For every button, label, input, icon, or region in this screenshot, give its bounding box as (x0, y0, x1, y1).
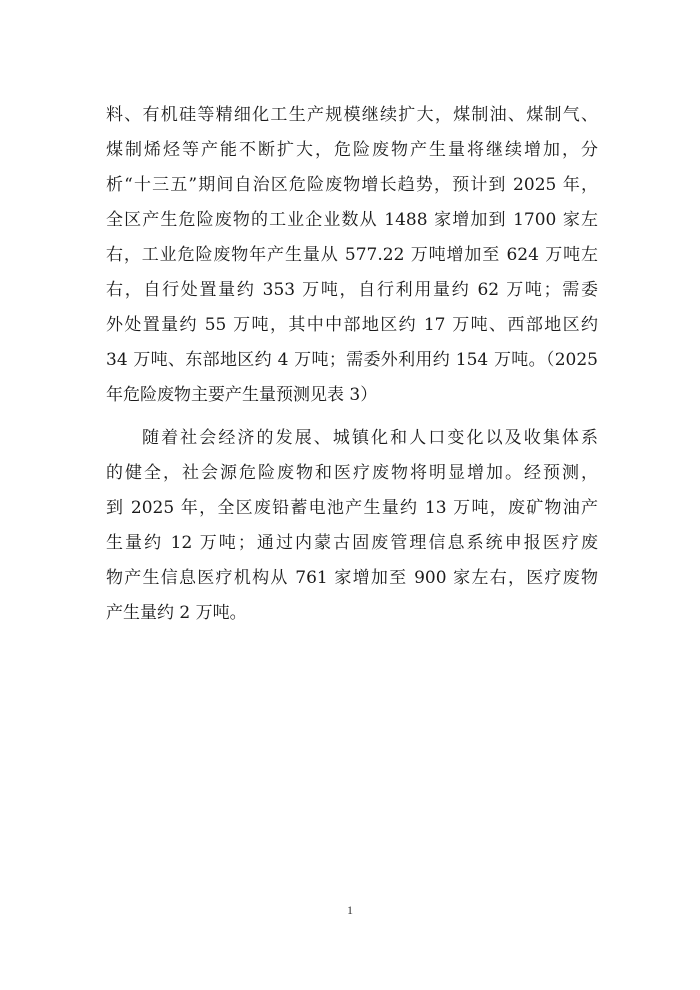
text-line: 34 万吨、东部地区约 4 万吨；需委外利用约 154 万吨。（2025 (106, 350, 598, 370)
text-line: 物产生信息医疗机构从 761 家增加至 900 家左右，医疗废物 (106, 568, 598, 588)
text-line: 年危险废物主要产生量预测见表 3） (106, 385, 378, 405)
text-line: 随着社会经济的发展、城镇化和人口变化以及收集体系 (142, 428, 598, 448)
text-line: 析“十三五”期间自治区危险废物增长趋势，预计到 2025 年， (106, 175, 598, 195)
page-number: 1 (347, 903, 353, 917)
text-line: 的健全，社会源危险废物和医疗废物将明显增加。经预测， (106, 463, 598, 483)
paragraph-1 (106, 98, 598, 413)
body-text (106, 98, 598, 631)
text-line: 产生量约 2 万吨。 (106, 603, 247, 623)
text-line: 外处置量约 55 万吨，其中中部地区约 17 万吨、西部地区约 (106, 315, 598, 335)
paragraph-2 (106, 421, 598, 631)
text-line: 全区产生危险废物的工业企业数从 1488 家增加到 1700 家左 (106, 210, 598, 230)
text-line: 到 2025 年，全区废铅蓄电池产生量约 13 万吨，废矿物油产 (106, 498, 598, 518)
text-line: 料、有机硅等精细化工生产规模继续扩大，煤制油、煤制气、 (106, 105, 598, 125)
text-line: 生量约 12 万吨；通过内蒙古固废管理信息系统申报医疗废 (106, 533, 598, 553)
text-line: 右，工业危险废物年产生量从 577.22 万吨增加至 624 万吨左 (106, 245, 598, 265)
text-line: 右，自行处置量约 353 万吨，自行利用量约 62 万吨；需委 (106, 280, 598, 300)
text-line: 煤制烯烃等产能不断扩大，危险废物产生量将继续增加，分 (106, 140, 598, 160)
